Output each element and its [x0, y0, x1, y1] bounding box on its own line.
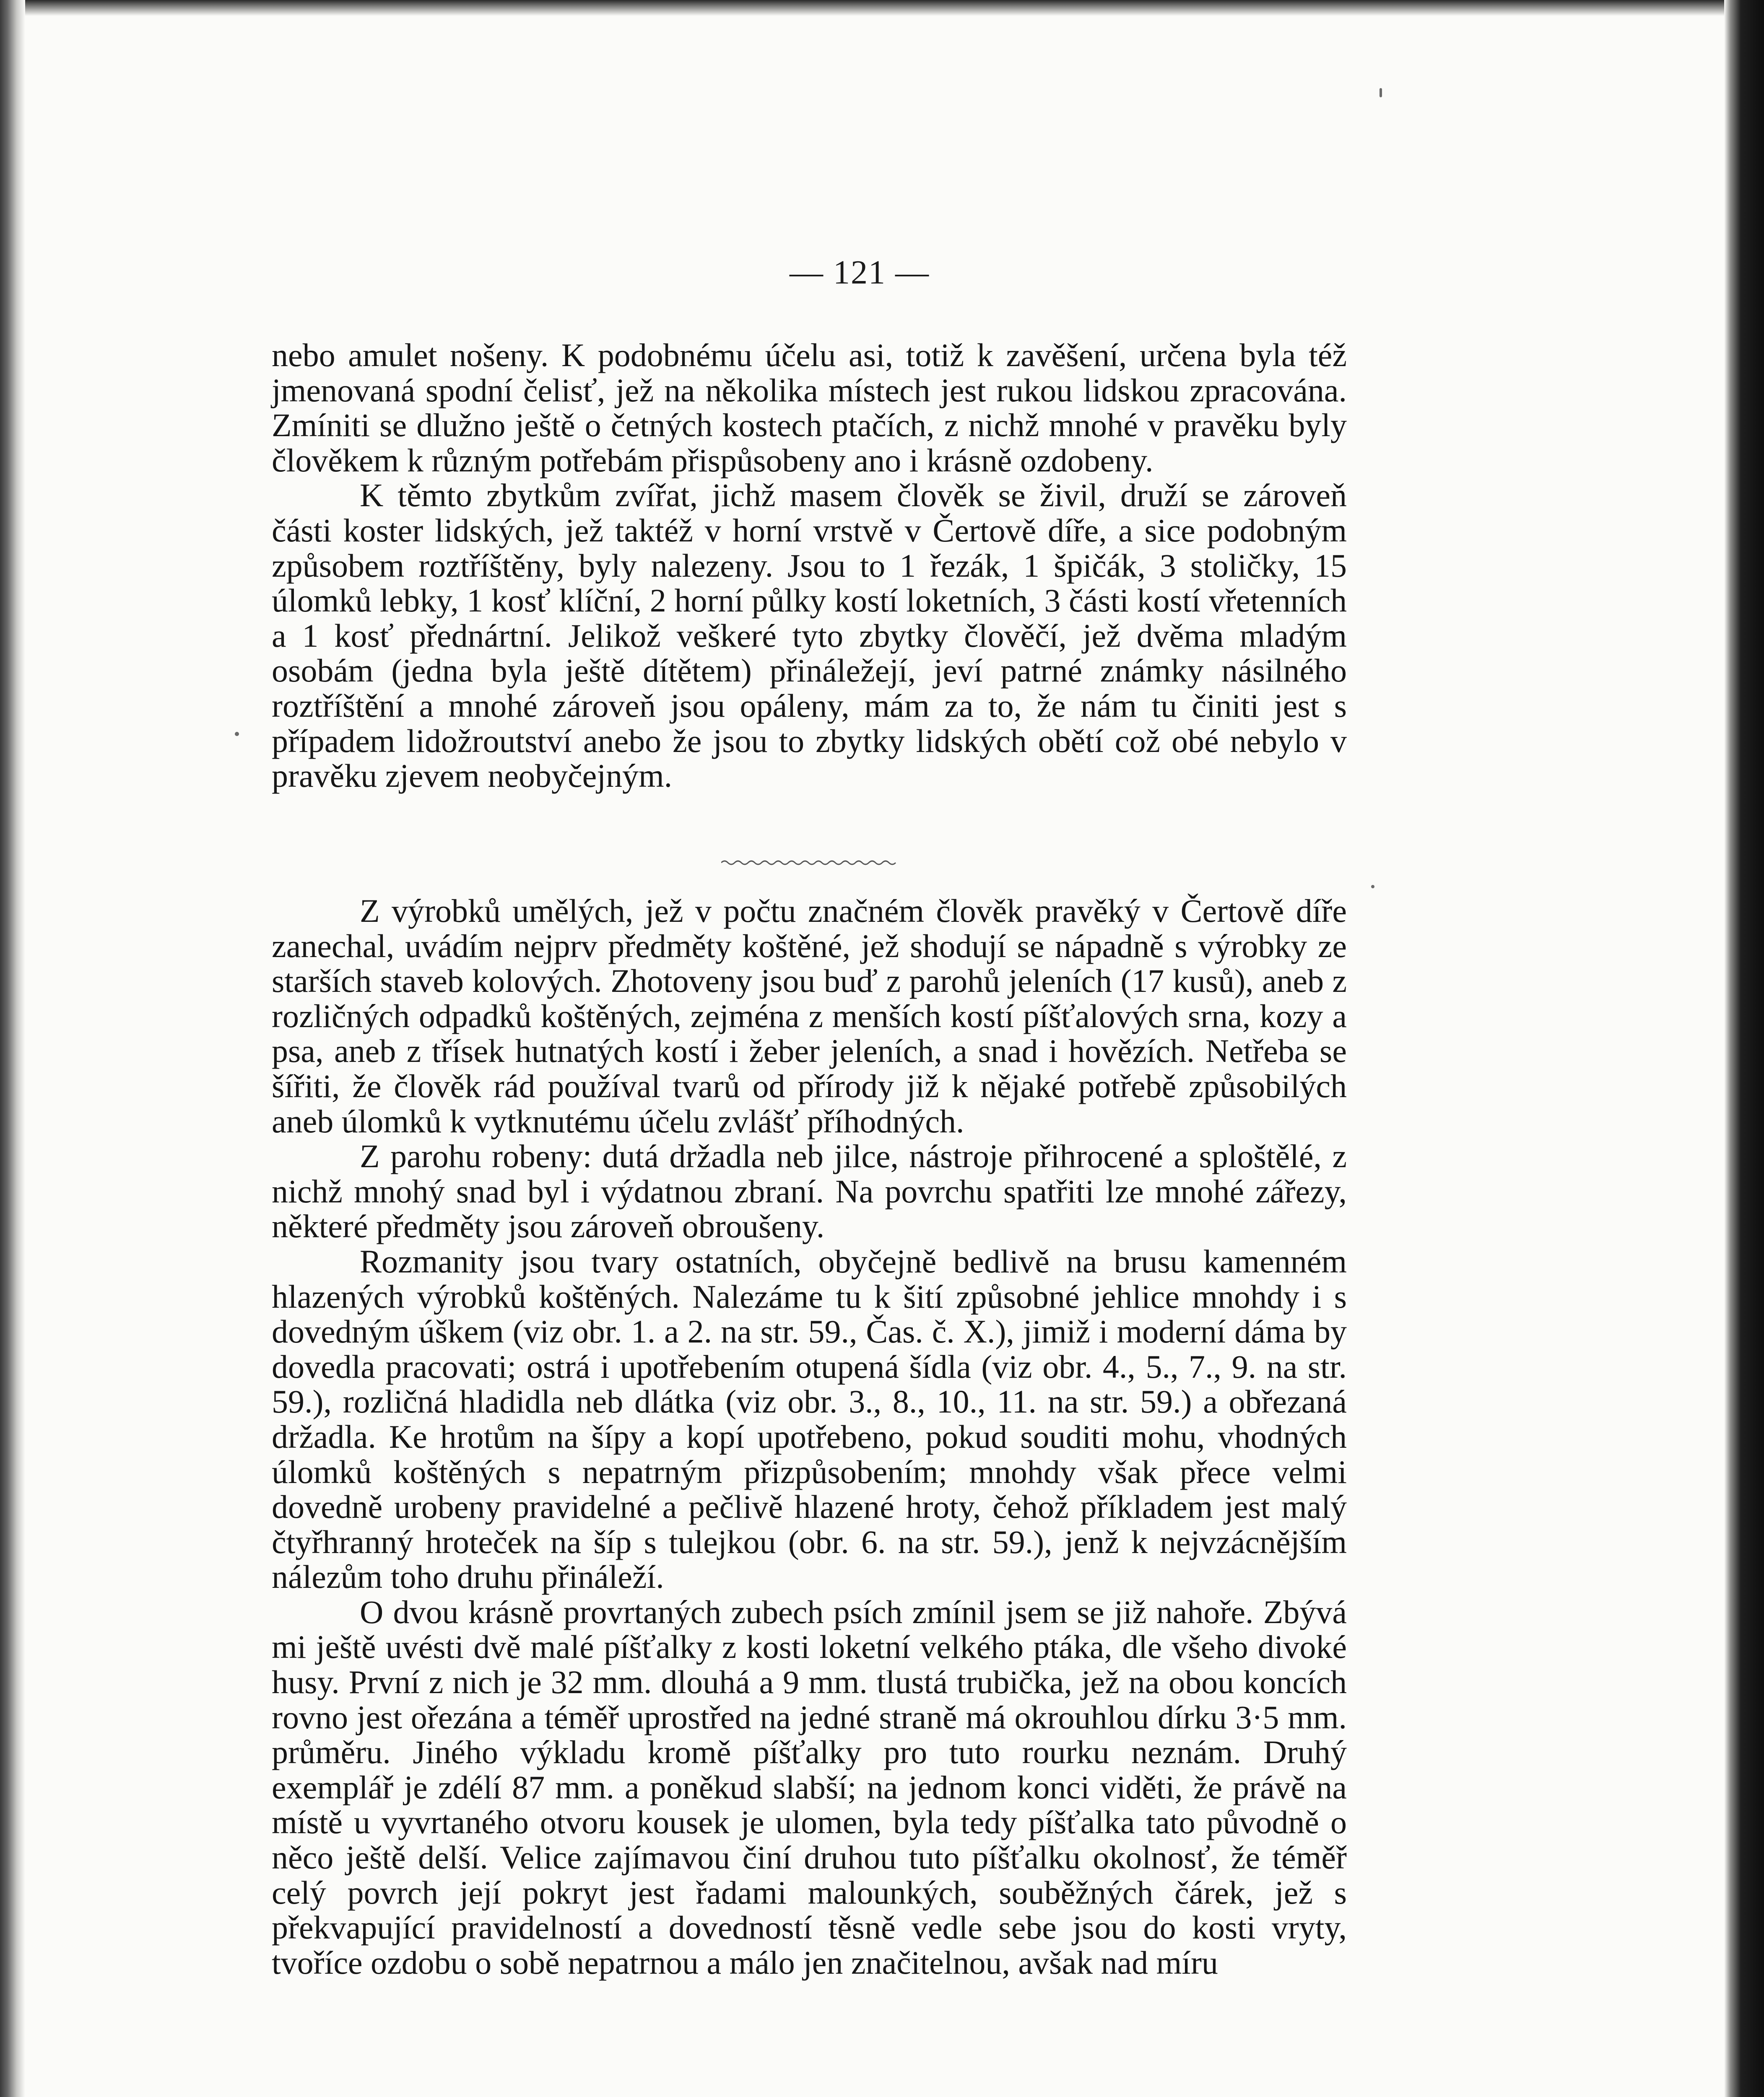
paragraph: Z parohu robeny: dutá držadla neb jilce, nástroje přihrocené a sploštělé, z nichž mnohý snad byl i výdatnou zbraní. Na povrchu spatřiti lze mnohé zářezy, některé předměty jsou zároveň obroušeny.: [272, 1138, 1347, 1245]
scan-speck: [1380, 88, 1382, 97]
scan-edge-left: [0, 0, 25, 2097]
scan-edge-top: [0, 0, 1764, 16]
scan-speck: [1371, 885, 1374, 888]
paragraph: nebo amulet nošeny. K podobnému účelu asi, totiž k zavěšení, určena byla též jmenovaná spodní čelisť, jež na několika místech jest rukou lidskou zpracována. Zmíniti se dlužno ještě o četných kostech ptačích, z nichž mnohé v pravěku byly člověkem k různým potřebám přispůsobeny ano i krásně ozdobeny.: [272, 337, 1347, 479]
paragraph: Rozmanity jsou tvary ostatních, obyčejně bedlivě na brusu kamenném hlazených výrobků koštěných. Nalezáme tu k šití způsobné jehlice mnohdy i s dovedným úškem (viz obr. 1. a 2. na str. 59., Čas. č. X.), jimiž i moderní dáma by dovedla pracovati; ostrá i upotřebením otupená šídla (viz obr. 4., 5., 7., 9. na str. 59.), rozličná hladidla neb dlátka (viz obr. 3., 8., 10., 11. na str. 59.) a obřezaná držadla. Ke hrotům na šípy a kopí upotřebeno, pokud souditi mohu, vhodných úlomků koštěných s nepatrným přizpůsobením; mnohdy však přece velmi dovedně urobeny pravidelné a pečlivě hlazené hroty, čehož příkladem jest malý čtyřhranný hroteček na šíp s tulejkou (obr. 6. na str. 59.), jenž k nejvzácnějším nálezům toho druhu přináleží.: [272, 1243, 1347, 1595]
text-block-lower: [272, 893, 1347, 1980]
scan-speck: [235, 732, 239, 736]
text-block-upper: [272, 338, 1347, 794]
paragraph: O dvou krásně provrtaných zubech psích zmínil jsem se již nahoře. Zbývá mi ještě uvésti dvě malé píšťalky z kosti loketní velkého ptáka, dle všeho divoké husy. První z nich je 32 mm. dlouhá a 9 mm. tlustá trubička, jež na obou koncích rovno jest ořezána a téměř uprostřed na jedné straně má okrouhlou dírku 3·5 mm. průměru. Jiného výkladu kromě píšťalky pro tuto rourku neznám. Druhý exemplář je zdélí 87 mm. a poněkud slabší; na jednom konci viděti, že právě na místě u vyvrtaného otvoru kousek je ulomen, byla tedy píšťalka tato původně o něco ještě delší. Velice zajímavou činí druhou tuto píšťalku okolnosť, že téměř celý povrch její pokryt jest řadami malounkých, souběžných čárek, jež s překvapující pravidelností a dovedností těsně vedle sebe jsou do kosti vryty, tvoříce ozdobu o sobě nepatrnou a málo jen značitelnou, avšak nad míru: [272, 1593, 1347, 1981]
section-divider-ornament: [721, 853, 897, 870]
scan-edge-right: [1724, 0, 1764, 2097]
paragraph: K těmto zbytkům zvířat, jichž masem člověk se živil, druží se zároveň části koster lidských, jež taktéž v horní vrstvě v Čertově díře, a sice podobným způsobem roztříštěny, byly nalezeny. Jsou to 1 řezák, 1 špičák, 3 stoličky, 15 úlomků lebky, 1 kosť klíční, 2 horní půlky kostí loketních, 3 části kostí vřetenních a 1 kosť přednártní. Jelikož veškeré tyto zbytky člověčí, jež dvěma mladým osobám (jedna byla ještě dítětem) přináležejí, jeví patrné známky násilného roztříštění a mnohé zároveň jsou opáleny, mám za to, že nám tu činiti jest s případem lidožroutství anebo že jsou to zbytky lidských obětí což obé nebylo v pravěku zjevem neobyčejným.: [272, 477, 1347, 794]
paragraph: Z výrobků umělých, jež v počtu značném člověk pravěký v Čertově díře zanechal, uvádím nejprv předměty koštěné, jež shodují se nápadně s výrobky ze starších staveb kolových. Zhotoveny jsou buď z parohů jeleních (17 kusů), aneb z rozličných odpadků koštěných, zejména z menších kostí píšťalových srna, kozy a psa, aneb z třísek hutnatých kostí i žeber jeleních, a snad i hovězích. Netřeba se šířiti, že člověk rád používal tvarů od přírody již k nějaké potřebě způsobilých aneb úlomků k vytknutému účelu zvlášť příhodných.: [272, 892, 1347, 1140]
page-number: — 121 —: [790, 254, 930, 291]
